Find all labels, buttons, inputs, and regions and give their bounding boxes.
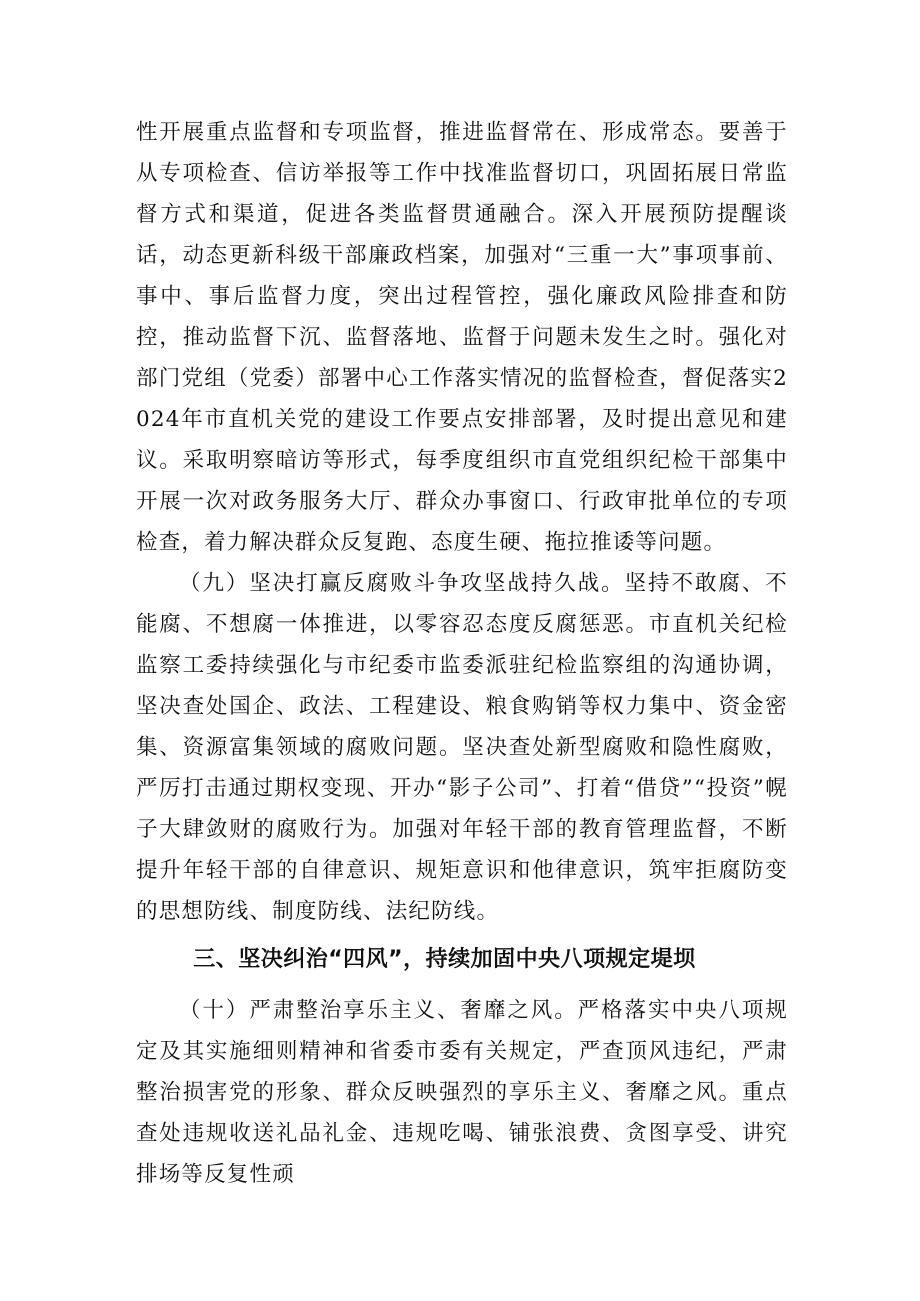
paragraph-anti-corruption: （九）坚决打赢反腐败斗争攻坚战持久战。坚持不敢腐、不能腐、不想腐一体推进，以零容忍态度反腐惩恶。市直机关纪检监察工委持续强化与市纪委市监委派驻纪检监察组的沟通协调，坚决查处国企、政法、工程建设、粮食购销等权力集中、资金密集、资源富集领域的腐败问题。坚决查处新型腐败和隐性腐败，严厉打击通过期权变现、开办“影子公司”、打着“借贷”“投资”幌子大肆敛财的腐败行为。加强对年轻干部的教育管理监督，不断提升年轻干部的自律意识、规矩意识和他律意识，筑牢拒腐防变的思想防线、制度防线、法纪防线。 <box>136 571 788 924</box>
document-body <box>136 112 788 1195</box>
paragraph-supervision-continued: 性开展重点监督和专项监督，推进监督常在、形成常态。要善于从专项检查、信访举报等工作中找准监督切口，巩固拓展日常监督方式和渠道，促进各类监督贯通融合。深入开展预防提醒谈话，动态更新科级干部廉政档案，加强对“三重一大”事项事前、事中、事后监督力度，突出过程管控，强化廉政风险排查和防控，推动监督下沉、监督落地、监督于问题未发生之时。强化对部门党组（党委）部署中心工作落实情况的监督检查，督促落实2024年市直机关党的建设工作要点安排部署，及时提出意见和建议。采取明察暗访等形式，每季度组织市直党组织纪检干部集中开展一次对政务服务大厅、群众办事窗口、行政审批单位的专项检查，着力解决群众反复跑、态度生硬、拖拉推诿等问题。 <box>136 120 788 555</box>
paragraph-hedonism-extravagance: （十）严肃整治享乐主义、奢靡之风。严格落实中央八项规定及其实施细则精神和省委市委有关规定，严查顶风违纪，严肃整治损害党的形象、群众反映强烈的享乐主义、奢靡之风。重点查处违规收送礼品礼金、违规吃喝、铺张浪费、贪图享受、讲究排场等反复性顽 <box>136 998 788 1187</box>
section-heading: 三、坚决纠治“四风”，持续加固中央八项规定堤坝 <box>193 947 696 972</box>
